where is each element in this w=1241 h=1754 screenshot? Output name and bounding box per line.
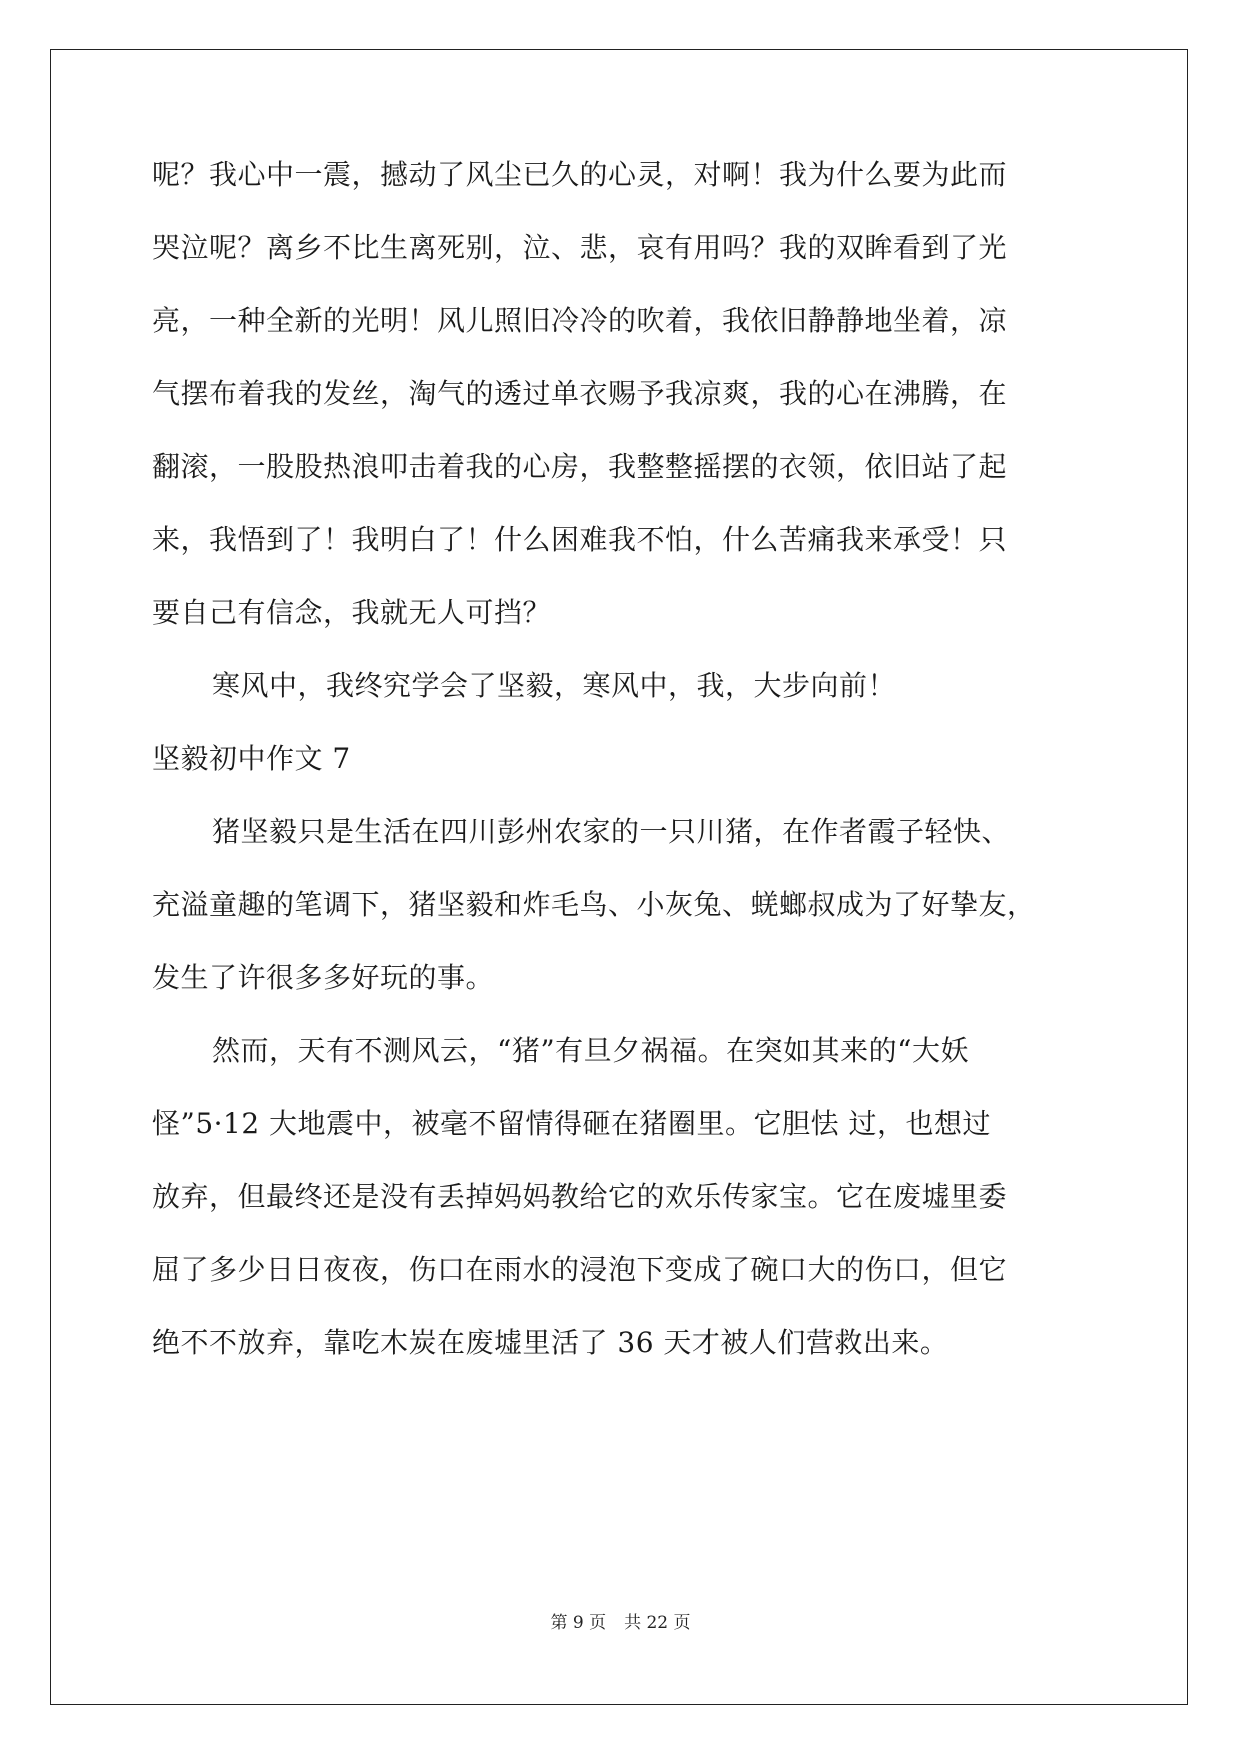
text-line: 发生了许很多多好玩的事。 <box>152 961 495 994</box>
text-line: 屈了多少日日夜夜，伤口在雨水的浸泡下变成了碗口大的伤口，但它 <box>152 1253 1008 1286</box>
text-line: 气摆布着我的发丝，淘气的透过单衣赐予我凉爽，我的心在沸腾，在 <box>152 377 1008 410</box>
text-line: 哭泣呢？离乡不比生离死别，泣、悲，哀有用吗？我的双眸看到了光 <box>152 231 1008 264</box>
page-border <box>50 49 1188 1705</box>
section-heading: 坚毅初中作文 7 <box>152 742 351 775</box>
text-line: 亮，一种全新的光明！风儿照旧冷冷的吹着，我依旧静静地坐着，凉 <box>152 304 1008 337</box>
text-line: 充溢童趣的笔调下，猪坚毅和炸毛鸟、小灰兔、蜣螂叔成为了好挚友， <box>152 888 1036 921</box>
text-line: 翻滚，一股股热浪叩击着我的心房，我整整摇摆的衣领，依旧站了起 <box>152 450 1008 483</box>
text-line: 然而，天有不测风云，“猪”有旦夕祸福。在突如其来的“大妖 <box>212 1034 969 1067</box>
text-line: 绝不不放弃，靠吃木炭在废墟里活了 36 天才被人们营救出来。 <box>152 1326 949 1359</box>
page-footer <box>0 1612 1241 1634</box>
page-total: 共 22 页 <box>624 1613 691 1633</box>
text-line: 怪”5·12 大地震中，被毫不留情得砸在猪圈里。它胆怯 过，也想过 <box>152 1107 991 1140</box>
text-line: 呢？我心中一震，撼动了风尘已久的心灵，对啊！我为什么要为此而 <box>152 158 1008 191</box>
text-line: 猪坚毅只是生活在四川彭州农家的一只川猪，在作者霞子轻快、 <box>212 815 1011 848</box>
text-line: 要自己有信念，我就无人可挡？ <box>152 596 552 629</box>
text-line: 来，我悟到了！我明白了！什么困难我不怕，什么苦痛我来承受！只 <box>152 523 1008 556</box>
text-line: 放弃，但最终还是没有丢掉妈妈教给它的欢乐传家宝。它在废墟里委 <box>152 1180 1008 1213</box>
page-number: 第 9 页 <box>550 1613 607 1633</box>
text-line: 寒风中，我终究学会了坚毅，寒风中，我，大步向前！ <box>212 669 897 702</box>
